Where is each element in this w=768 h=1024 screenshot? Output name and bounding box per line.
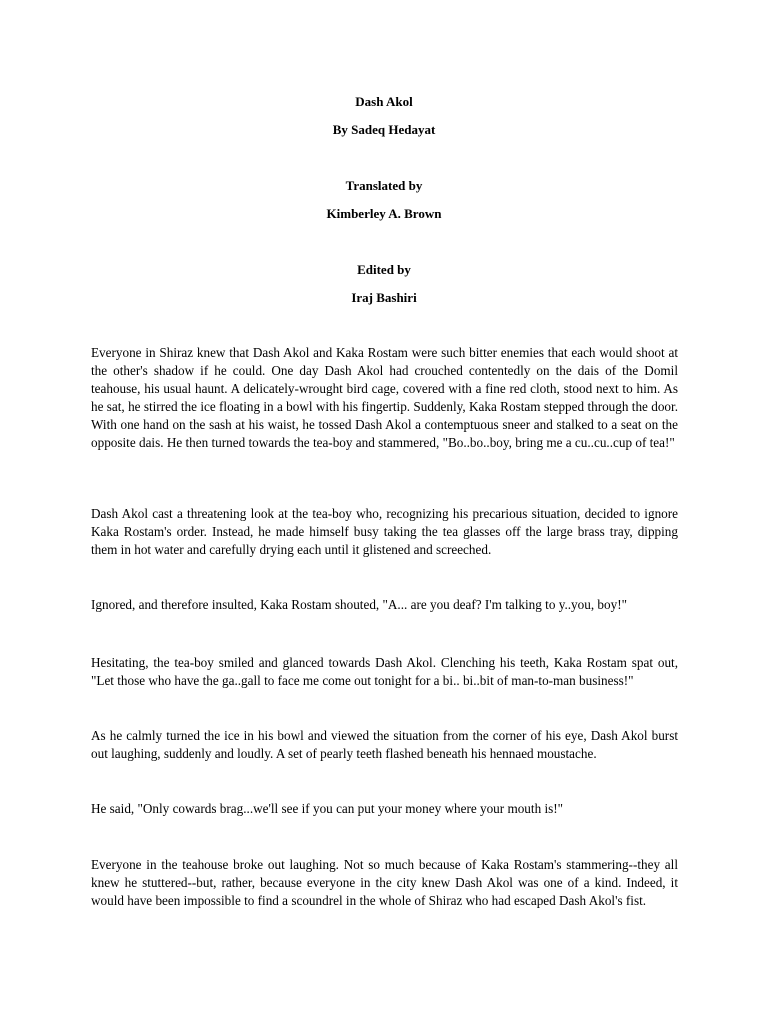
story-title: Dash Akol	[355, 94, 413, 109]
paragraph-5: As he calmly turned the ice in his bowl and viewed the situation from the corner of his eye, Dash Akol burst out laughing, suddenly and loudly. A set of pearly teeth flashed beneath his hennaed moustache.	[91, 728, 678, 761]
edited-by-label: Edited by	[357, 262, 411, 277]
paragraph-6: He said, "Only cowards brag...we'll see if you can put your money where your mouth is!"	[91, 801, 564, 816]
paragraph-4: Hesitating, the tea-boy smiled and glanced towards Dash Akol. Clenching his teeth, Kaka Rostam spat out, "Let those who have the ga..gall to face me come out tonight for a bi.. bi..bit of man-to-man business!"	[91, 655, 678, 688]
translated-by-label: Translated by	[345, 178, 423, 193]
paragraph-2: Dash Akol cast a threatening look at the tea-boy who, recognizing his precarious situation, decided to ignore Kaka Rostam's order. Instead, he made himself busy taking the tea glasses off the large brass tray, dipping them in hot water and carefully drying each until it glistened and screeched.	[91, 506, 678, 557]
paragraph-3: Ignored, and therefore insulted, Kaka Rostam shouted, "A... are you deaf? I'm talking to y..you, boy!"	[91, 597, 627, 612]
translator-name: Kimberley A. Brown	[326, 206, 442, 221]
paragraph-7: Everyone in the teahouse broke out laughing. Not so much because of Kaka Rostam's stammering--they all knew he stuttered--but, rather, because everyone in the city knew Dash Akol was one of a kind. Indeed, it would have been impossible to find a scoundrel in the whole of Shiraz who had escaped Dash Akol's fist.	[91, 857, 678, 908]
editor-name: Iraj Bashiri	[351, 290, 417, 305]
paragraph-1: Everyone in Shiraz knew that Dash Akol and Kaka Rostam were such bitter enemies that each would shoot at the other's shadow if he could. One day Dash Akol had crouched contentedly on the dais of the Domil teahouse, his usual haunt. A delicately-wrought bird cage, covered with a fine red cloth, stood next to him. As he sat, he stirred the ice floating in a bowl with his fingertip. Suddenly, Kaka Rostam stepped through the door. With one hand on the sash at his waist, he tossed Dash Akol a contemptuous sneer and stalked to a seat on the opposite dais. He then turned towards the tea-boy and stammered, "Bo..bo..boy, bring me a cu..cu..cup of tea!"	[91, 345, 678, 450]
author-line: By Sadeq Hedayat	[332, 122, 436, 137]
